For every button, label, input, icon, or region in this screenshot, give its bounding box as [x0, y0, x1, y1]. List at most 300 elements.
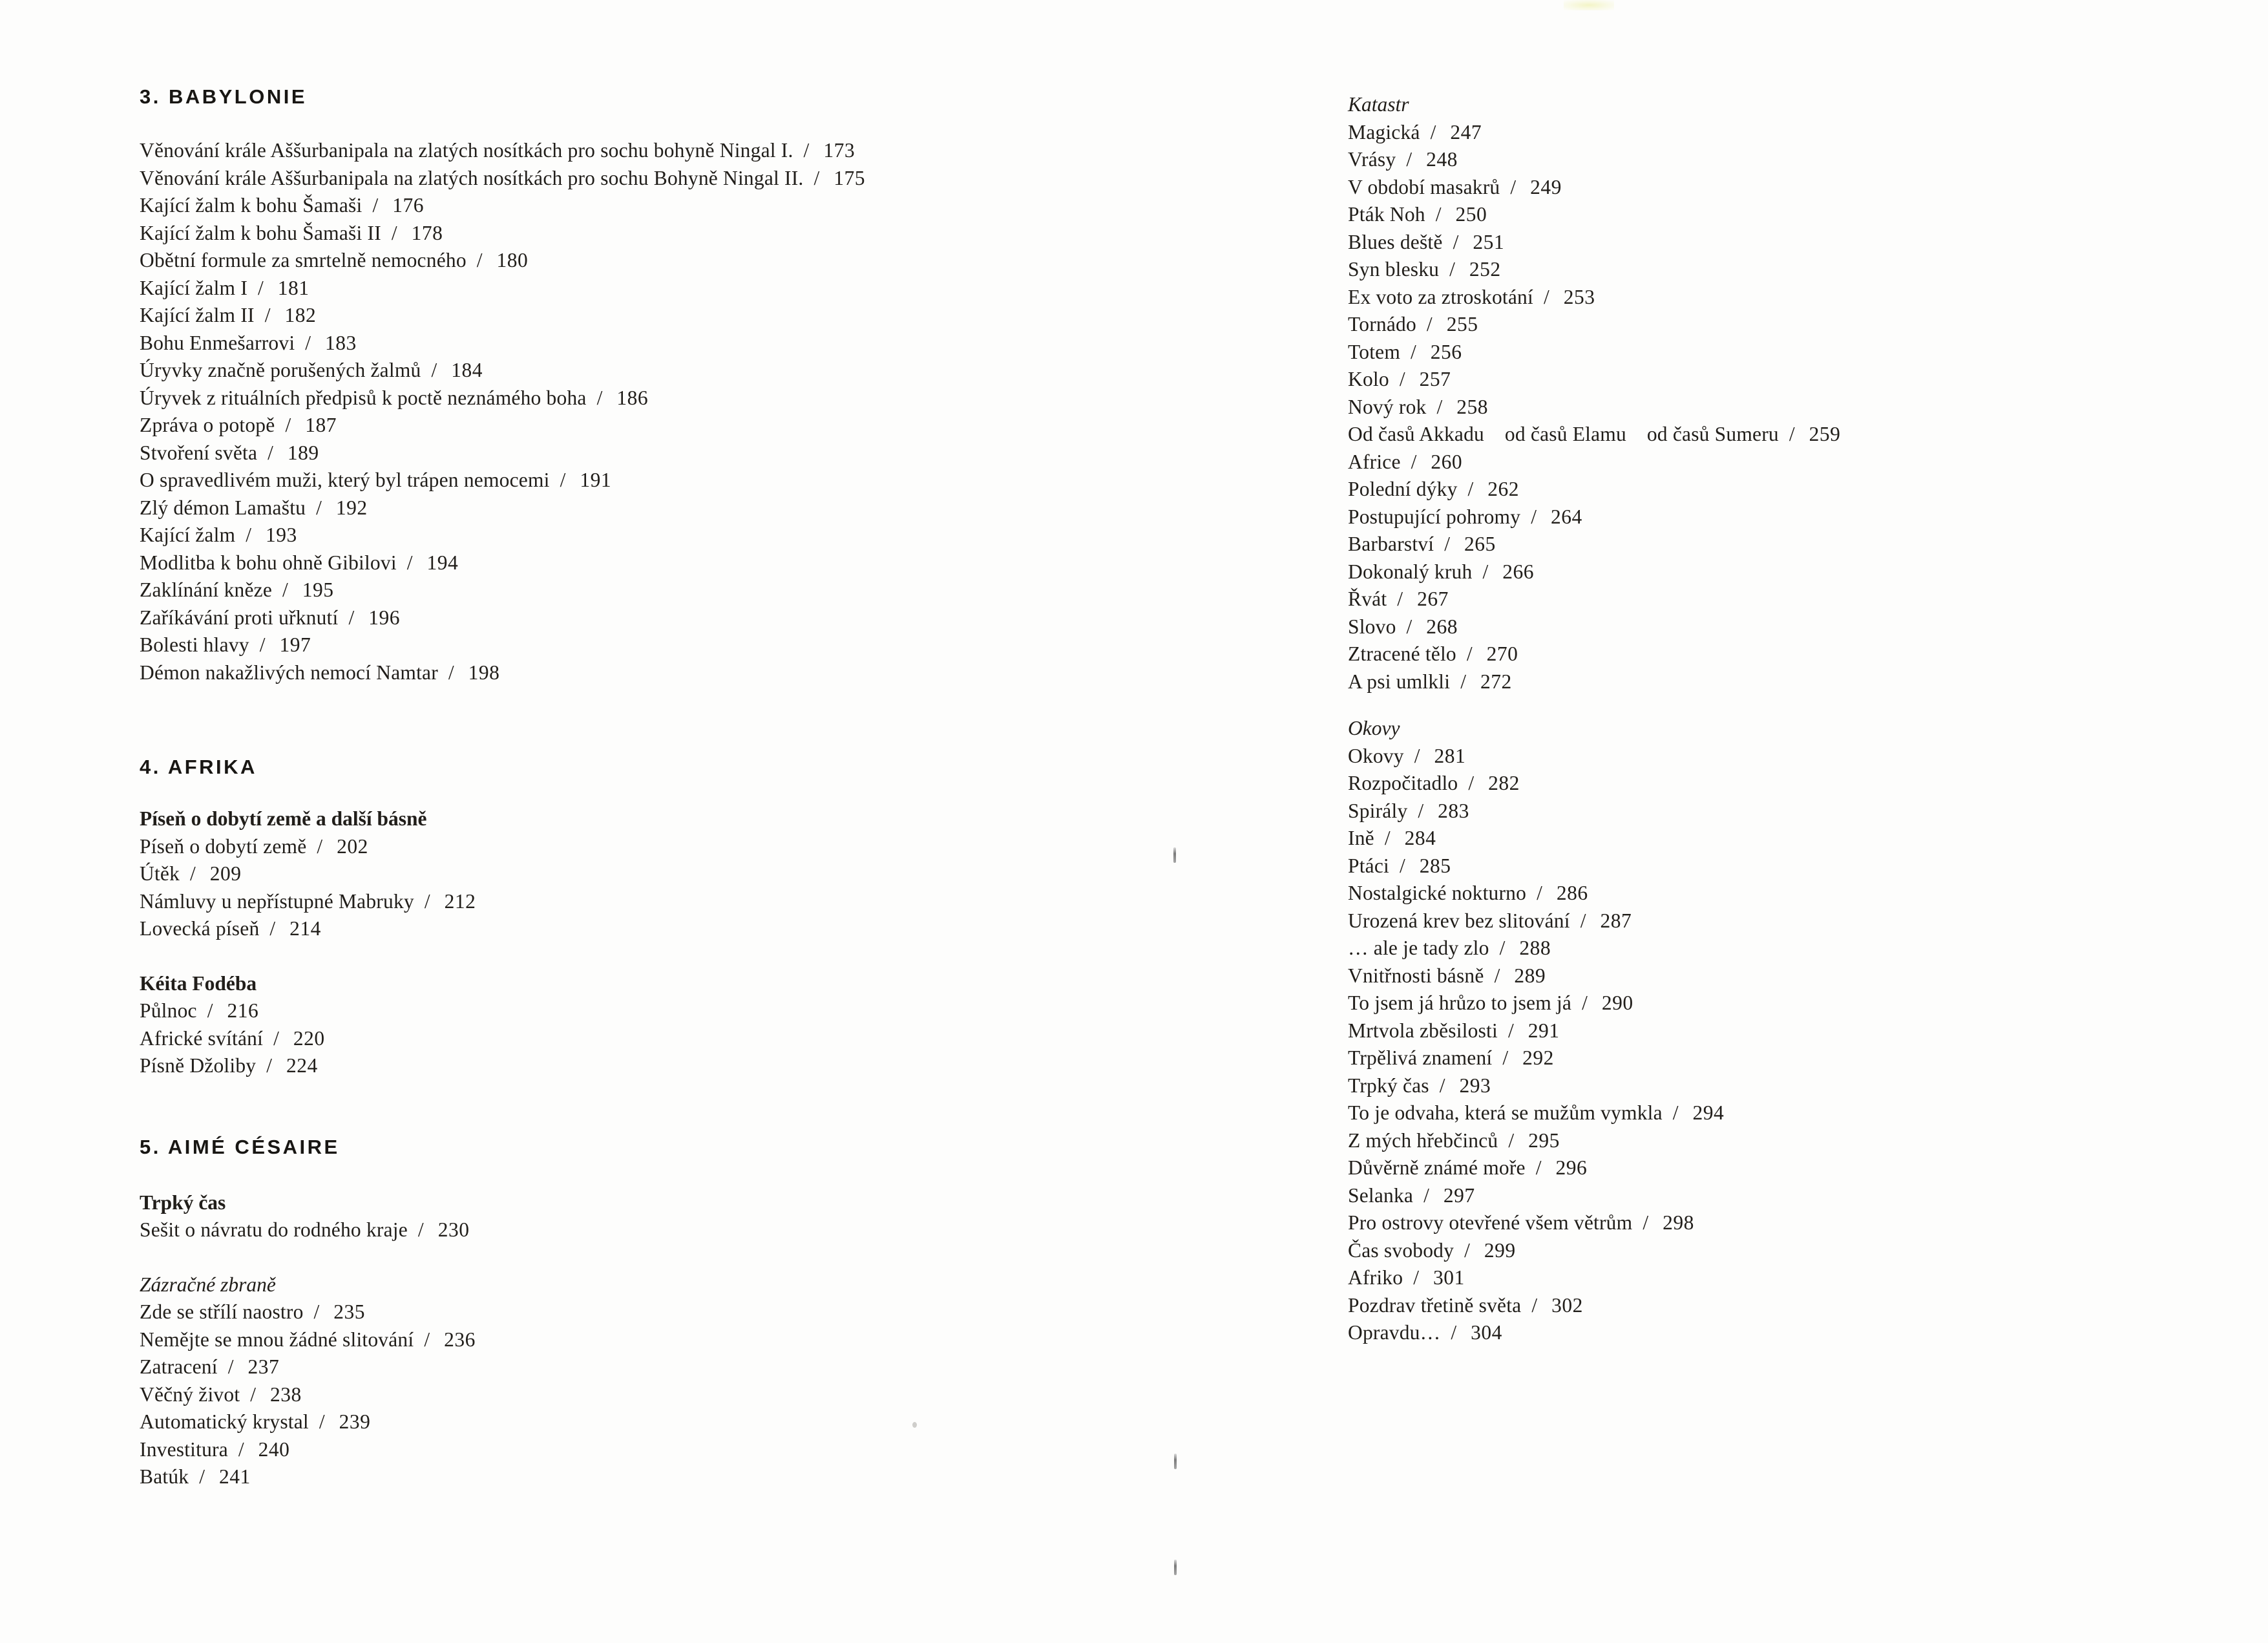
group-label: Kéita Fodéba [140, 971, 257, 995]
entry-page-number: 235 [333, 1300, 366, 1323]
entry-title: Modlitba k bohu ohně Gibilovi [140, 551, 397, 574]
entry-separator: / [1413, 1266, 1419, 1289]
entry-title: Polední dýky [1348, 478, 1458, 500]
entry-title: Blues deště [1348, 230, 1443, 253]
entry-separator: / [259, 633, 266, 656]
entry-title: Investitura [140, 1437, 228, 1461]
entry-title: Námluvy u nepřístupné Mabruky [140, 889, 414, 913]
entry-page-number: 260 [1431, 450, 1463, 473]
toc-entry [140, 412, 1173, 440]
entry-title: V období masakrů [1348, 175, 1500, 198]
toc-entry [1348, 1237, 2252, 1265]
toc-entry [1348, 504, 2252, 531]
entry-title: To jsem já hrůzo to jsem já [1348, 991, 1572, 1014]
entry-separator: / [1502, 1046, 1509, 1069]
entry-title: Pták Noh [1348, 203, 1425, 226]
toc-entry [140, 1326, 1173, 1354]
entry-page-number: 293 [1459, 1074, 1491, 1097]
entry-title: Mrtvola zběsilosti [1348, 1019, 1498, 1042]
entry-page-number: 288 [1519, 937, 1551, 959]
toc-entry [1348, 531, 2252, 558]
entry-title: Sešit o návratu do rodného kraje [140, 1218, 408, 1241]
entry-separator: / [1510, 175, 1517, 198]
entry-separator: / [372, 194, 379, 217]
toc-entry [140, 1353, 1173, 1381]
toc-entry [140, 247, 1173, 275]
toc-entry [140, 440, 1173, 467]
toc-entry [1348, 641, 2252, 668]
entry-separator: / [1507, 1019, 1514, 1042]
toc-entry [140, 1408, 1173, 1436]
toc-entry [140, 467, 1173, 494]
toc-entry [1348, 613, 2252, 641]
entry-page-number: 237 [247, 1355, 280, 1378]
entry-page-number: 302 [1551, 1293, 1583, 1317]
entry-separator: / [1418, 799, 1424, 822]
toc-entry [1348, 1017, 2252, 1045]
group-label: Trpký čas [140, 1191, 226, 1214]
toc-entry [1348, 990, 2252, 1017]
entry-title: Pozdrav třetině světa [1348, 1293, 1522, 1317]
entry-page-number: 296 [1555, 1156, 1588, 1179]
entry-separator: / [1439, 1074, 1445, 1097]
entry-title: Útěk [140, 862, 180, 885]
entry-separator: / [238, 1437, 244, 1461]
entry-page-number: 181 [277, 276, 310, 299]
entry-title: Kající žalm I [140, 276, 248, 299]
entry-page-number: 192 [335, 496, 368, 519]
entry-page-number: 262 [1487, 478, 1520, 500]
toc-entry [1348, 962, 2252, 990]
entry-title: Věnování krále Aššurbanipala na zlatých nosítkách pro sochu Bohyně Ningal II. [140, 166, 804, 189]
entry-page-number: 191 [580, 469, 612, 491]
entry-separator: / [1494, 964, 1500, 987]
entry-page-number: 259 [1809, 423, 1841, 445]
entry-title: Nemějte se mnou žádné slitování [140, 1328, 414, 1351]
entry-title: Trpělivá znamení [1348, 1046, 1493, 1069]
entry-title: Kající žalm II [140, 304, 255, 326]
toc-entry [140, 494, 1173, 522]
entry-title: Z mých hřebčinců [1348, 1129, 1498, 1152]
entry-page-number: 256 [1430, 340, 1462, 363]
entry-title: Slovo [1348, 615, 1396, 638]
entry-separator: / [285, 414, 291, 436]
toc-entry [1348, 1099, 2252, 1127]
entry-title: Rozpočitadlo [1348, 772, 1458, 794]
entry-title: Ptáci [1348, 854, 1389, 877]
entry-page-number: 251 [1473, 230, 1505, 253]
entry-title: Africké svítání [140, 1026, 264, 1050]
entry-page-number: 197 [279, 633, 311, 656]
scan-artifact-smudge [1564, 0, 1614, 10]
entry-page-number: 298 [1663, 1211, 1694, 1234]
toc-entry [1348, 853, 2252, 880]
entry-separator: / [1543, 285, 1549, 308]
entry-title: Afriko [1348, 1266, 1403, 1289]
entry-page-number: 236 [444, 1328, 476, 1351]
toc-entry [140, 330, 1173, 357]
entry-title: Obětní formule za smrtelně nemocného [140, 249, 467, 271]
toc-entry [1348, 880, 2252, 907]
toc-group [140, 137, 1173, 686]
entry-page-number: 282 [1488, 772, 1520, 794]
entry-page-number: 287 [1600, 909, 1632, 932]
entry-title: Postupující pohromy [1348, 505, 1521, 528]
entry-separator: / [250, 1383, 257, 1406]
entry-page-number: 247 [1450, 120, 1482, 143]
entry-title: Písně Džoliby [140, 1054, 257, 1077]
toc-entry [140, 385, 1173, 412]
entry-title: Kající žalm k bohu Šamaši [140, 194, 362, 217]
toc-entry [1348, 1044, 2252, 1072]
toc-entry [140, 604, 1173, 632]
entry-separator: / [1399, 368, 1405, 390]
entry-separator: / [406, 551, 413, 574]
entry-separator: / [190, 862, 196, 885]
entry-title: Půlnoc [140, 999, 197, 1022]
toc-entry [1348, 743, 2252, 770]
toc-entry [1348, 907, 2252, 935]
toc-entry [1348, 394, 2252, 421]
toc-group [140, 970, 1173, 1080]
entry-separator: / [1426, 313, 1433, 335]
entry-title: Čas svobody [1348, 1238, 1454, 1262]
section-heading: 3. BABYLONIE [140, 85, 308, 108]
entry-page-number: 292 [1522, 1046, 1554, 1069]
entry-page-number: 264 [1550, 505, 1582, 528]
toc-entry [1348, 825, 2252, 853]
toc-entry [1348, 256, 2252, 284]
section-heading: 5. AIMÉ CÉSAIRE [140, 1135, 340, 1158]
entry-page-number: 250 [1455, 203, 1487, 226]
entry-page-number: 258 [1456, 395, 1488, 418]
entry-page-number: 178 [411, 221, 443, 244]
entry-separator: / [1467, 478, 1474, 500]
entry-separator: / [258, 276, 264, 299]
toc-entry [140, 888, 1173, 916]
toc-entry [1348, 1072, 2252, 1100]
entry-title: Bolesti hlavy [140, 633, 249, 656]
entry-separator: / [1406, 615, 1412, 638]
entry-separator: / [1672, 1101, 1679, 1124]
entry-separator: / [1430, 120, 1436, 143]
entry-title: Lovecká píseň [140, 917, 260, 940]
entry-separator: / [348, 606, 355, 629]
entry-page-number: 238 [270, 1383, 302, 1406]
entry-separator: / [317, 834, 323, 858]
toc-group [140, 1271, 1173, 1491]
entry-page-number: 186 [616, 386, 649, 409]
entry-title: Úryvky značně porušených žalmů [140, 359, 421, 381]
entry-page-number: 248 [1426, 148, 1458, 171]
entry-page-number: 182 [284, 304, 317, 326]
scan-artifact-dash [1174, 1454, 1177, 1469]
entry-title: Důvěrně známé moře [1348, 1156, 1526, 1179]
toc-entry [1348, 476, 2252, 504]
group-label: Katastr [1348, 93, 1409, 116]
toc-entry [1348, 119, 2252, 147]
entry-separator: / [1444, 533, 1450, 555]
entry-title: Selanka [1348, 1183, 1414, 1207]
entry-title: Trpký čas [1348, 1074, 1429, 1097]
entry-title: Barbarství [1348, 533, 1434, 555]
entry-title: Démon nakažlivých nemocí Namtar [140, 661, 438, 684]
entry-separator: / [282, 578, 288, 601]
toc-group [1348, 91, 2252, 695]
entry-page-number: 249 [1530, 175, 1562, 198]
toc-entry [140, 860, 1173, 888]
entry-page-number: 257 [1419, 368, 1451, 390]
toc-entry [1348, 1154, 2252, 1182]
entry-separator: / [1451, 1321, 1457, 1344]
entry-title: Spirály [1348, 799, 1408, 822]
toc-section [140, 83, 1173, 686]
entry-title: Zatracení [140, 1355, 218, 1378]
entry-title: … ale je tady zlo [1348, 937, 1489, 959]
toc-entry [140, 1052, 1173, 1080]
entry-page-number: 294 [1692, 1101, 1725, 1124]
entry-page-number: 285 [1419, 854, 1451, 877]
entry-separator: / [1436, 395, 1443, 418]
entry-separator: / [1531, 505, 1537, 528]
toc-entry [1348, 1182, 2252, 1210]
toc-entry [1348, 586, 2252, 613]
toc-entry [140, 165, 1173, 193]
toc-entry [140, 302, 1173, 330]
entry-page-number: 252 [1469, 258, 1501, 281]
entry-page-number: 196 [368, 606, 400, 629]
scan-artifact-dash [1173, 847, 1176, 863]
entry-separator: / [431, 359, 437, 381]
toc-entry [1348, 1209, 2252, 1237]
entry-separator: / [1499, 937, 1506, 959]
entry-title: A psi umlkli [1348, 670, 1451, 693]
toc-entry [1348, 421, 2252, 449]
entry-title: Řvát [1348, 588, 1387, 610]
entry-page-number: 253 [1563, 285, 1595, 308]
entry-separator: / [1531, 1293, 1538, 1317]
entry-title: Zaříkávání proti uřknutí [140, 606, 339, 629]
toc-entry [1348, 229, 2252, 257]
entry-title: Opravdu… [1348, 1321, 1441, 1344]
toc-entry [140, 631, 1173, 659]
entry-title: Africe [1348, 450, 1401, 473]
entry-page-number: 304 [1471, 1321, 1502, 1344]
toc-entry [140, 1216, 1173, 1244]
entry-title: To je odvaha, která se mužům vymkla [1348, 1101, 1663, 1124]
toc-entry [1348, 1319, 2252, 1347]
toc-entry [140, 915, 1173, 943]
entry-title: Zde se střílí naostro [140, 1300, 304, 1323]
entry-title: Věčný život [140, 1383, 240, 1406]
entry-page-number: 214 [289, 917, 321, 940]
toc-entry [140, 1298, 1173, 1326]
entry-page-number: 224 [286, 1054, 318, 1077]
toc-entry [140, 192, 1173, 220]
toc-entry [1348, 174, 2252, 202]
entry-page-number: 267 [1417, 588, 1449, 610]
entry-page-number: 187 [305, 414, 337, 436]
entry-page-number: 216 [227, 999, 259, 1022]
entry-title: Nový rok [1348, 395, 1427, 418]
toc-entry [1348, 668, 2252, 696]
toc-entry [1348, 146, 2252, 174]
toc-entry [1348, 366, 2252, 394]
toc-entry [1348, 311, 2252, 339]
toc-entry [140, 577, 1173, 604]
scan-artifact-dash [1174, 1560, 1177, 1575]
entry-page-number: 266 [1502, 560, 1534, 583]
entry-title: Zpráva o potopě [140, 414, 275, 436]
entry-page-number: 212 [444, 889, 476, 913]
toc-entry [140, 659, 1173, 687]
entry-page-number: 198 [468, 661, 500, 684]
entry-separator: / [273, 1026, 279, 1050]
left-page-column [140, 83, 1173, 1491]
entry-separator: / [1468, 772, 1475, 794]
entry-title: Batúk [140, 1465, 189, 1488]
entry-separator: / [1482, 560, 1489, 583]
entry-title: Kající žalm k bohu Šamaši II [140, 221, 381, 244]
entry-separator: / [1508, 1129, 1515, 1152]
toc-entry [140, 549, 1173, 577]
entry-title: Zlý démon Lamaštu [140, 496, 306, 519]
toc-entry [140, 833, 1173, 861]
entry-page-number: 175 [834, 166, 866, 189]
entry-separator: / [305, 331, 311, 354]
entry-title: Ině [1348, 827, 1374, 849]
entry-page-number: 184 [451, 359, 483, 381]
entry-page-number: 202 [337, 834, 368, 858]
entry-separator: / [269, 917, 276, 940]
entry-page-number: 173 [823, 139, 856, 162]
entry-separator: / [199, 1465, 205, 1488]
entry-separator: / [1400, 854, 1405, 877]
entry-separator: / [476, 249, 483, 271]
entry-separator: / [319, 1410, 325, 1433]
entry-page-number: 286 [1556, 882, 1588, 904]
entry-title: Pro ostrovy otevřené všem větrům [1348, 1211, 1633, 1234]
entry-separator: / [424, 889, 430, 913]
entry-page-number: 194 [426, 551, 459, 574]
entry-page-number: 281 [1434, 744, 1466, 767]
entry-separator: / [1449, 258, 1455, 281]
entry-separator: / [266, 1054, 272, 1077]
toc-entry [140, 1436, 1173, 1464]
entry-separator: / [1453, 230, 1459, 253]
entry-separator: / [1580, 909, 1586, 932]
toc-entry [140, 275, 1173, 302]
entry-page-number: 240 [258, 1437, 290, 1461]
entry-page-number: 272 [1480, 670, 1512, 693]
entry-title: Stvoření světa [140, 441, 258, 464]
entry-page-number: 180 [496, 249, 529, 271]
entry-page-number: 183 [325, 331, 357, 354]
toc-group [140, 1189, 1173, 1244]
entry-separator: / [1537, 882, 1542, 904]
entry-separator: / [560, 469, 566, 491]
toc-entry [1348, 339, 2252, 366]
toc-entry [140, 137, 1173, 165]
entry-separator: / [1464, 1238, 1470, 1262]
entry-page-number: 270 [1486, 642, 1518, 665]
entry-page-number: 297 [1443, 1183, 1475, 1207]
entry-title: Kající žalm [140, 524, 236, 546]
entry-title: Urozená krev bez slitování [1348, 909, 1570, 932]
entry-separator: / [207, 999, 213, 1022]
entry-separator: / [1414, 744, 1420, 767]
entry-page-number: 295 [1528, 1129, 1560, 1152]
entry-title: Od časů Akkadu od časů Elamu od časů Sumeru [1348, 423, 1779, 445]
entry-page-number: 193 [266, 524, 297, 546]
toc-entry [140, 522, 1173, 549]
entry-page-number: 209 [209, 862, 242, 885]
entry-separator: / [1460, 670, 1466, 693]
entry-separator: / [448, 661, 454, 684]
toc-entry [140, 357, 1173, 385]
entry-title: Automatický krystal [140, 1410, 309, 1433]
section-heading: 4. AFRIKA [140, 756, 257, 778]
entry-separator: / [596, 386, 603, 409]
entry-page-number: 291 [1528, 1019, 1560, 1042]
toc-entry [1348, 558, 2252, 586]
toc-group [140, 805, 1173, 943]
entry-title: Dokonalý kruh [1348, 560, 1473, 583]
entry-page-number: 241 [219, 1465, 251, 1488]
entry-title: Píseň o dobytí země [140, 834, 307, 858]
toc-entry [1348, 770, 2252, 798]
toc-entry [1348, 201, 2252, 229]
entry-separator: / [1411, 450, 1417, 473]
entry-separator: / [1466, 642, 1473, 665]
entry-page-number: 176 [392, 194, 424, 217]
entry-page-number: 189 [287, 441, 319, 464]
entry-separator: / [391, 221, 397, 244]
entry-page-number: 289 [1514, 964, 1546, 987]
entry-separator: / [268, 441, 273, 464]
toc-entry [1348, 284, 2252, 312]
entry-separator: / [1411, 340, 1416, 363]
toc-section [1348, 91, 2252, 1347]
entry-page-number: 195 [302, 578, 334, 601]
entry-separator: / [424, 1328, 430, 1351]
toc-entry [140, 1381, 1173, 1409]
entry-separator: / [313, 1300, 320, 1323]
entry-title: Magická [1348, 120, 1420, 143]
entry-separator: / [1397, 588, 1403, 610]
toc-entry [1348, 798, 2252, 825]
entry-separator: / [803, 139, 810, 162]
toc-entry [1348, 1292, 2252, 1320]
entry-page-number: 265 [1464, 533, 1496, 555]
entry-title: Ztracené tělo [1348, 642, 1456, 665]
right-page-column [1348, 91, 2252, 1347]
entry-title: Zaklínání kněze [140, 578, 273, 601]
entry-separator: / [1789, 423, 1795, 445]
entry-page-number: 239 [339, 1410, 371, 1433]
entry-separator: / [1643, 1211, 1649, 1234]
entry-page-number: 290 [1601, 991, 1633, 1014]
entry-separator: / [1435, 203, 1442, 226]
entry-separator: / [1406, 148, 1412, 171]
entry-separator: / [417, 1218, 424, 1241]
group-label: Okovy [1348, 717, 1400, 739]
toc-section [140, 1133, 1173, 1491]
entry-title: Věnování krále Aššurbanipala na zlatých nosítkách pro sochu bohyně Ningal I. [140, 139, 793, 162]
entry-title: Ex voto za ztroskotání [1348, 285, 1533, 308]
group-label: Píseň o dobytí země a další básně [140, 807, 427, 830]
entry-separator: / [316, 496, 322, 519]
